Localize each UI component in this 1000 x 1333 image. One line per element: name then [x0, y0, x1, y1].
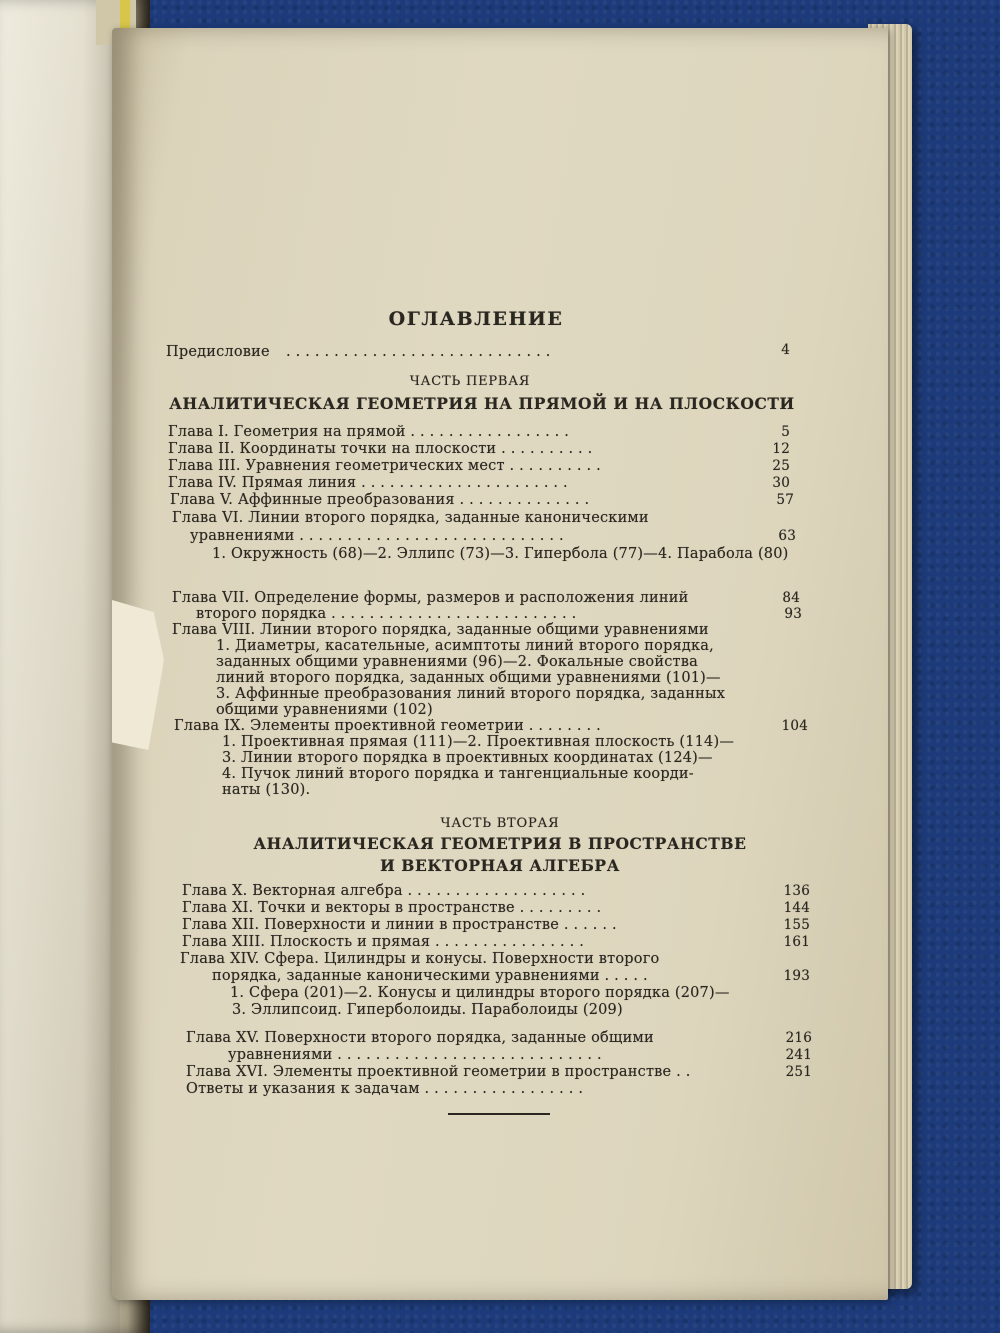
toc-line: Глава XIV. Сфера. Цилиндры и конусы. Поверхности второго [180, 951, 660, 967]
toc-line: Глава VI. Линии второго порядка, заданные каноническими [172, 510, 649, 526]
toc-line: 1. Сфера (201)—2. Конусы и цилиндры второго порядка (207)— [230, 985, 730, 1001]
page-title: ОГЛАВЛЕНИЕ [388, 308, 564, 330]
toc-line: Глава IX. Элементы проективной геометрии . . . . . . . . [174, 718, 601, 734]
preface-page: 4 [781, 342, 790, 358]
toc-line: Глава VIII. Линии второго порядка, заданные общими уравнениями [172, 622, 709, 638]
toc-line: Глава V. Аффинные преобразования . . . . . . . . . . . . . . [170, 492, 590, 508]
toc-line: уравнениями . . . . . . . . . . . . . . . . . . . . . . . . . . . . [228, 1047, 602, 1063]
toc-page-number: 30 [772, 475, 790, 491]
toc-line: заданных общими уравнениями (96)—2. Фокальные свойства [216, 654, 698, 670]
toc-line: 3. Линии второго порядка в проективных координатах (124)— [222, 750, 713, 766]
toc-page-number: 193 [783, 968, 810, 984]
part2-label: ЧАСТЬ ВТОРАЯ [440, 816, 560, 831]
toc-line: 3. Аффинные преобразования линий второго порядка, заданных [216, 686, 726, 702]
toc-page-number: 57 [776, 492, 794, 508]
toc-line: Глава IV. Прямая линия . . . . . . . . . . . . . . . . . . . . . . [168, 475, 568, 491]
toc-page-number: 144 [783, 900, 810, 916]
toc-page-number: 84 [782, 590, 800, 606]
toc-line: Глава XV. Поверхности второго порядка, заданные общими [186, 1030, 654, 1046]
toc-page-number: 12 [772, 441, 790, 457]
toc-page-number: 63 [778, 528, 796, 544]
toc-page-number: 5 [781, 424, 790, 440]
toc-line: Глава XI. Точки и векторы в пространстве . . . . . . . . . [182, 900, 602, 916]
toc-line: Глава II. Координаты точки на плоскости . . . . . . . . . . [168, 441, 593, 457]
end-rule [448, 1113, 550, 1115]
toc-line: второго порядка . . . . . . . . . . . . . . . . . . . . . . . . . . [196, 606, 577, 622]
toc-line: Глава XVI. Элементы проективной геометрии в пространстве . . [186, 1064, 691, 1080]
toc-line: Глава XIII. Плоскость и прямая . . . . . . . . . . . . . . . . [182, 934, 585, 950]
toc-page-number: 216 [785, 1030, 812, 1046]
preface-label: Предисловие [166, 344, 270, 360]
toc-line: Глава I. Геометрия на прямой . . . . . . . . . . . . . . . . . [168, 424, 570, 440]
toc-line: порядка, заданные каноническими уравнениями . . . . . [212, 968, 648, 984]
toc-line: Глава III. Уравнения геометрических мест . . . . . . . . . . [168, 458, 601, 474]
part2-title-line2: И ВЕКТОРНАЯ АЛГЕБРА [380, 856, 620, 875]
toc-line: Глава X. Векторная алгебра . . . . . . . . . . . . . . . . . . . [182, 883, 586, 899]
toc-line: Глава XII. Поверхности и линии в пространстве . . . . . . [182, 917, 617, 933]
toc-page-number: 93 [784, 606, 802, 622]
toc-page-number: 155 [783, 917, 810, 933]
toc-page-number: 25 [772, 458, 790, 474]
toc-line: наты (130). [222, 782, 311, 798]
toc-line: общими уравнениями (102) [216, 702, 433, 718]
toc-line: Глава VII. Определение формы, размеров и расположения линий [172, 590, 689, 606]
toc-page-number: 251 [785, 1064, 812, 1080]
part2-title-line1: АНАЛИТИЧЕСКАЯ ГЕОМЕТРИЯ В ПРОСТРАНСТВЕ [253, 834, 747, 853]
toc-line: 4. Пучок линий второго порядка и тангенциальные коорди- [222, 766, 694, 782]
toc-line: 3. Эллипсоид. Гиперболоиды. Параболоиды (209) [232, 1002, 623, 1018]
toc-line: 1. Диаметры, касательные, асимптоты линий второго порядка, [216, 638, 714, 654]
toc-line: линий второго порядка, заданных общими уравнениями (101)— [216, 670, 721, 686]
part1-label: ЧАСТЬ ПЕРВАЯ [409, 374, 531, 389]
toc-line: 1. Окружность (68)—2. Эллипс (73)—3. Гипербола (77)—4. Парабола (80) [212, 546, 789, 562]
toc-page-number: 104 [781, 718, 808, 734]
toc-page-number: 136 [783, 883, 810, 899]
part1-title: АНАЛИТИЧЕСКАЯ ГЕОМЕТРИЯ НА ПРЯМОЙ И НА ПЛОСКОСТИ [169, 394, 795, 413]
toc-line: уравнениями . . . . . . . . . . . . . . . . . . . . . . . . . . . . [190, 528, 564, 544]
toc-page-number: 241 [785, 1047, 812, 1063]
toc-line: Ответы и указания к задачам . . . . . . . . . . . . . . . . . [186, 1081, 584, 1097]
toc-page-number: 161 [783, 934, 810, 950]
toc-line: 1. Проективная прямая (111)—2. Проективная плоскость (114)— [222, 734, 735, 750]
preface-dots: . . . . . . . . . . . . . . . . . . . . . . . . . . . . [286, 344, 551, 360]
